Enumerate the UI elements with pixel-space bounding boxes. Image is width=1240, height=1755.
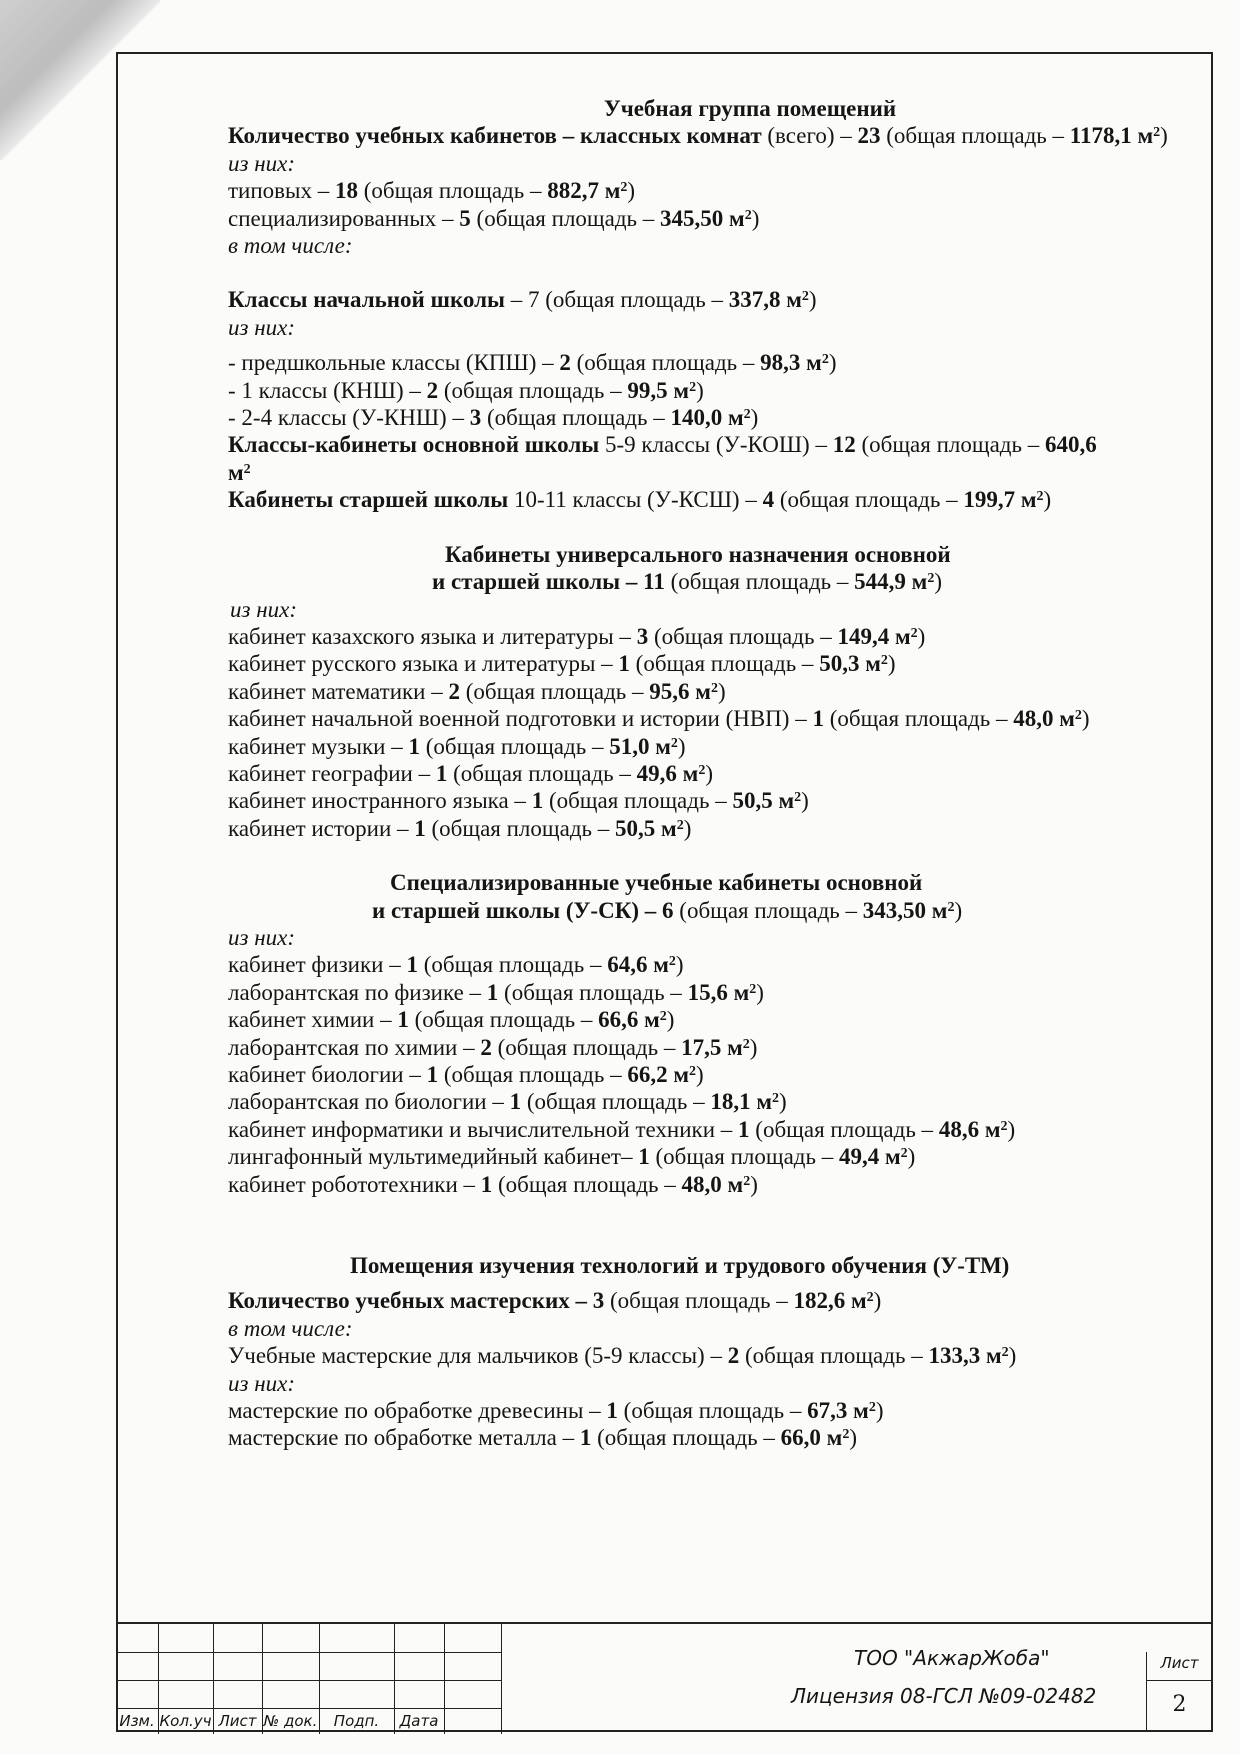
title-block [116,1622,1213,1732]
item-area: 49,4 м [839,1144,901,1170]
item-label: кабинет истории – [228,815,415,841]
superscript-2: 2 [689,1064,697,1079]
spacer [175,259,1205,286]
superscript-2: 2 [947,899,955,915]
close: ) [954,897,963,923]
label: Классы начальной школы [228,287,505,313]
item-area: 98,3 м [760,350,822,376]
text: из них: [228,1370,296,1396]
close-paren: ) [717,678,726,704]
item-area-label: (общая площадь – [425,815,616,841]
item-area-label: (общая площадь – [408,1007,599,1033]
list-item [175,349,1205,376]
list-item [175,979,1205,1006]
superscript-2: 2 [710,680,718,696]
sheet-divider-h [1146,1680,1213,1681]
list-item [175,377,1205,404]
close: ) [873,1288,882,1314]
item-count: 1 [606,1398,618,1424]
item-label: - 2-4 классы (У-КНШ) – [228,405,470,431]
area-label: (общая площадь – [739,1343,929,1369]
item-area: 15,6 м [687,979,750,1005]
text: из них: [228,314,296,340]
close: ) [751,205,760,231]
rest: (общая площадь – [673,897,863,923]
label: Классы-кабинеты основной школы [228,432,600,458]
close-paren: ) [828,350,837,376]
count: 2 [727,1343,740,1369]
item-area: 48,6 м [938,1116,1001,1142]
superscript-2: 2 [659,1009,667,1025]
spacer [175,341,1205,349]
item-label: лаборантская по биологии – [228,1089,510,1115]
list-item [175,1397,1205,1424]
col-podp: Подп. [333,1712,380,1730]
superscript-2: 2 [749,981,757,997]
item-label: мастерские по обработке металла – [228,1425,580,1451]
item-count: 3 [636,623,649,649]
item-area: 50,5 м [732,788,795,814]
sheet-number: 2 [1172,1692,1187,1717]
superscript-2: 2 [842,1427,850,1443]
count: 5 [459,205,471,231]
section-title [175,95,1205,122]
list-item [175,678,1205,705]
title: Учебная группа помещений [603,96,897,121]
item-count: 1 [812,706,824,732]
close-paren: ) [887,651,896,677]
total-classrooms [175,122,1205,149]
label: специализированных – [228,205,460,231]
superscript-2: 2 [900,1146,908,1162]
superscript-2: 2 [1036,489,1044,505]
item-count: 1 [426,1062,439,1087]
area: 199,7 м [963,487,1037,513]
item-area: 51,0 м [609,733,671,759]
item-area-label: (общая площадь – [823,706,1014,732]
superscript-2: 2 [676,817,684,833]
item-label: лингафонный мультимедийный кабинет– [228,1144,639,1170]
item-count: 1 [738,1116,750,1142]
item-label: кабинет начальной военной подготовки и истории (НВП) – [228,706,813,732]
close-paren: ) [750,405,759,431]
superscript-2: 2 [689,379,697,395]
superscript-2: 2 [880,653,888,669]
superscript-2: 2 [910,625,918,641]
item-area-label: (общая площадь – [447,760,637,786]
close-paren: ) [750,1171,758,1197]
area-label: (общая площадь – [357,178,548,204]
rest: 5-9 классы (У-КОШ) – [599,432,833,458]
section-title [175,541,1205,568]
text: в том числе: [228,233,353,259]
col-kol-uch: Кол.уч [159,1712,212,1730]
superscript-2: 2 [866,1290,874,1306]
item-area: 99,5 м [627,377,690,403]
title-line2: и старшей школы – 11 [432,569,665,595]
item-area: 49,6 м [636,760,699,786]
item-area-label: (общая площадь – [521,1089,711,1115]
typical [175,177,1205,204]
basic-school-unit [175,459,1205,486]
rest: (общая площадь – [604,1288,794,1314]
superscript-2: 2 [868,1400,876,1416]
item-area-label: (общая площадь – [648,623,838,649]
superscript-2: 2 [821,352,829,368]
close-paren: ) [749,1034,758,1060]
spacer [175,842,1205,869]
item-label: - предшкольные классы (КПШ) – [228,350,560,376]
item-area: 18,1 м [710,1089,773,1115]
item-area-label: (общая площадь – [492,1171,682,1197]
item-count: 2 [559,350,571,376]
rest: – 7 (общая площадь – [504,287,729,313]
spacer [175,1198,1205,1225]
text: из них: [230,596,298,622]
boys-workshops [175,1342,1205,1369]
of-them [175,596,1205,623]
list-item [175,1116,1205,1143]
item-label: кабинет робототехники – [228,1171,481,1197]
document-body [175,95,1205,1452]
text: в том числе: [228,1315,353,1341]
item-count: 1 [414,815,426,841]
item-area: 66,0 м [780,1425,843,1451]
label: Количество учебных мастерских – 3 [228,1288,605,1314]
of-them [175,924,1205,951]
item-count: 1 [408,733,420,759]
of-them [175,314,1205,341]
close-paren: ) [907,1144,916,1170]
primary-school [175,286,1205,313]
col-doc-no: № док. [263,1712,318,1730]
area: 882,7 м [547,178,621,204]
item-area: 140,0 м [670,405,744,431]
area-label: (общая площадь – [855,432,1045,458]
close-paren: ) [756,979,764,1005]
item-area-label: (общая площадь – [419,733,610,759]
title: Помещения изучения технологий и трудового обучения (У-ТМ) [350,1253,1010,1279]
label: Количество учебных кабинетов – классных комнат [228,123,762,149]
close-paren: ) [666,1007,675,1033]
spacer [175,1225,1205,1252]
close: ) [1043,487,1052,513]
area: 133,3 м [928,1343,1002,1369]
superscript-2: 2 [668,954,676,970]
title-block-grid [116,1624,501,1734]
text: из них: [228,150,296,176]
col-data: Дата [399,1712,439,1730]
area: 345,50 м [660,205,745,231]
item-area-label: (общая площадь – [438,377,628,403]
close-paren: ) [683,815,692,841]
workshops-count [175,1287,1205,1314]
item-area: 66,6 м [598,1007,660,1033]
item-count: 1 [486,979,499,1005]
count: 4 [762,487,775,513]
close-paren: ) [696,1062,704,1087]
item-area-label: (общая площадь – [417,952,608,978]
item-area: 64,6 м [607,952,669,978]
item-count: 2 [426,377,439,403]
superscript-2: 2 [801,289,809,305]
item-count: 1 [638,1144,650,1170]
list-item [175,1143,1205,1170]
item-label: мастерские по обработке древесины – [228,1398,607,1424]
title-line1: Специализированные учебные кабинеты основной [390,870,923,896]
list-item [175,1424,1205,1451]
superscript-2: 2 [1074,708,1082,724]
superscript-2: 2 [698,762,706,778]
superscript-2: 2 [744,207,752,223]
superscript-2: 2 [772,1091,780,1107]
close-paren: ) [675,952,684,978]
item-area-label: (общая площадь – [543,788,733,814]
item-count: 2 [480,1034,492,1060]
item-count: 1 [531,788,544,814]
close: ) [627,178,636,204]
spacer [175,1279,1205,1287]
item-count: 1 [480,1171,493,1197]
list-item [175,951,1205,978]
item-count: 1 [509,1089,522,1115]
item-label: кабинет биологии – [228,1062,427,1087]
label: типовых – [228,178,335,204]
item-area-label: (общая площадь – [481,405,671,431]
close-paren: ) [849,1425,857,1451]
of-them [175,1370,1205,1397]
sheet-label: Лист [1160,1654,1199,1672]
item-area-label: (общая площадь – [491,1034,682,1060]
item-area-label: (общая площадь – [617,1398,808,1424]
license-number: Лицензия 08-ГСЛ №09-02482 [791,1684,1097,1708]
close-paren: ) [705,760,713,786]
list-item [175,623,1205,650]
item-area: 48,0 м [1013,706,1075,732]
item-area-label: (общая площадь – [649,1144,839,1170]
spacer [175,514,1205,541]
item-label: кабинет географии – [228,760,436,786]
close-paren: ) [875,1398,884,1424]
item-count: 1 [579,1425,592,1451]
title-line1: Кабинеты универсального назначения основной [445,541,951,567]
item-label: кабинет казахского языка и литературы – [228,623,637,649]
item-label: кабинет химии – [228,1007,398,1033]
close-paren: ) [677,733,686,759]
area: 1178,1 м [1069,123,1154,149]
item-label: лаборантская по химии – [228,1034,481,1060]
item-count: 1 [435,760,448,786]
section-title-2 [175,568,1205,595]
item-area-label: (общая площадь – [498,979,688,1005]
superscript-2: 2 [742,1036,750,1052]
item-area: 50,3 м [819,651,881,677]
list-item [175,760,1205,787]
item-area-label: (общая площадь – [591,1425,781,1451]
list-item [175,650,1205,677]
rest: (всего) – [761,123,858,149]
superscript-2: 2 [1000,1118,1008,1134]
including [175,232,1205,259]
company-name: ТОО "АкжарЖоба" [854,1646,1050,1670]
rest: 10-11 классы (У-КСШ) – [508,487,763,513]
close: ) [934,569,942,595]
senior-school [175,486,1205,513]
item-area-label: (общая площадь – [460,678,650,704]
item-count: 1 [397,1007,409,1033]
section-title-2 [175,897,1205,924]
item-label: кабинет математики – [228,678,449,704]
superscript-2: 2 [620,180,628,196]
item-label: кабинет музыки – [228,733,409,759]
item-count: 2 [448,678,460,704]
count: 23 [857,123,881,149]
label: Учебные мастерские для мальчиков (5-9 классы) – [228,1343,728,1369]
item-area-label: (общая площадь – [629,651,820,677]
item-count: 3 [469,405,482,431]
superscript-2: 2 [243,461,251,477]
close-paren: ) [1007,1116,1016,1142]
of-them [175,150,1205,177]
area: 337,8 м [728,287,802,313]
superscript-2: 2 [927,571,935,587]
item-area-label: (общая площадь – [438,1062,628,1087]
label: Кабинеты старшей школы [228,487,509,513]
area: 640,6 [1044,432,1097,458]
area: 343,50 м [862,897,948,923]
item-label: лаборантская по физике – [228,979,487,1005]
count: 12 [832,432,856,458]
col-list: Лист [218,1712,257,1730]
area-label: (общая площадь – [470,205,661,231]
area-label: (общая площадь – [774,487,964,513]
item-area: 67,3 м [807,1398,869,1424]
superscript-2: 2 [743,407,751,423]
item-label: кабинет русского языка и литературы – [228,651,619,677]
section-title [175,869,1205,896]
list-item [175,1006,1205,1033]
rest: (общая площадь – [664,569,855,595]
list-item [175,1088,1205,1115]
item-area: 149,4 м [837,623,911,649]
item-area-label: (общая площадь – [570,350,761,376]
list-item [175,1034,1205,1061]
close: ) [1008,1343,1017,1369]
superscript-2: 2 [743,1173,751,1189]
list-item [175,1171,1205,1198]
item-count: 1 [618,651,630,677]
item-count: 1 [406,952,418,978]
section-title [175,1252,1205,1279]
basic-school [175,431,1205,458]
unit: м [228,459,244,485]
list-item [175,705,1205,732]
title-line2: и старшей школы (У-СК) – 6 [372,897,674,923]
close-paren: ) [696,377,704,403]
list-item [175,1061,1205,1088]
superscript-2: 2 [1153,125,1161,141]
close-paren: ) [917,623,926,649]
item-area: 95,6 м [649,678,711,704]
item-label: кабинет физики – [228,952,407,978]
item-label: кабинет иностранного языка – [228,788,532,814]
close: ) [808,287,817,313]
list-item [175,787,1205,814]
including [175,1315,1205,1342]
area: 544,9 м [854,569,928,595]
item-label: - 1 классы (КНШ) – [228,377,427,403]
item-area: 48,0 м [681,1171,744,1197]
list-item [175,815,1205,842]
superscript-2: 2 [1001,1345,1009,1361]
close-paren: ) [1081,706,1090,732]
count: 18 [334,178,358,204]
area-label: (общая площадь – [880,123,1065,149]
close-paren: ) [801,788,809,814]
col-izm: Изм. [119,1712,155,1730]
item-area: 50,5 м [615,815,677,841]
area: 182,6 м [793,1288,867,1314]
close: ) [1160,123,1168,149]
item-area: 17,5 м [681,1034,743,1060]
close-paren: ) [779,1089,787,1115]
list-item [175,404,1205,431]
superscript-2: 2 [794,790,802,806]
item-area: 66,2 м [627,1062,690,1087]
specialized [175,205,1205,232]
superscript-2: 2 [670,735,678,751]
item-label: кабинет информатики и вычислительной техники – [228,1116,739,1142]
list-item [175,733,1205,760]
text: из них: [228,924,296,950]
item-area-label: (общая площадь – [749,1116,939,1142]
